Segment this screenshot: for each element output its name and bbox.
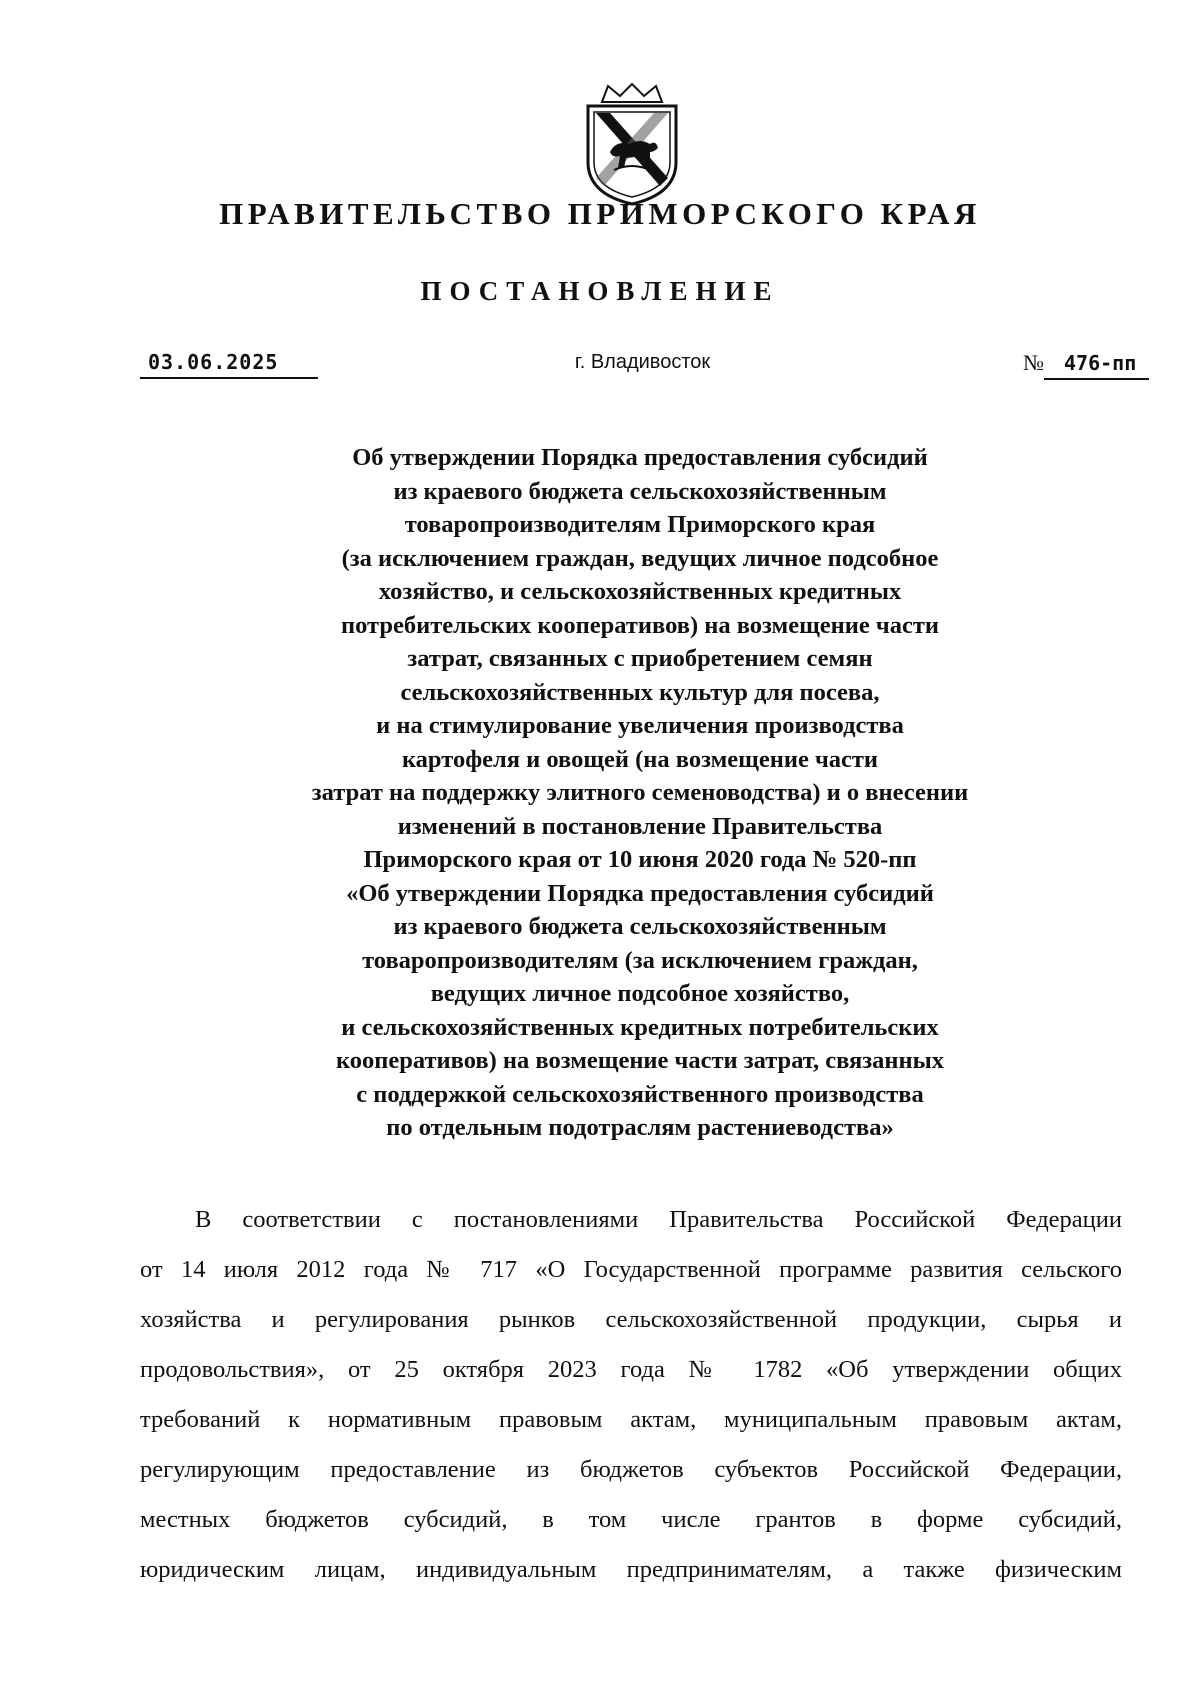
heading-line: товаропроизводителям Приморского края — [404, 511, 876, 538]
number-value: 476-пп — [1044, 351, 1149, 380]
body-line: местных бюджетов субсидий, в том числе грантов в форме субсидий, — [140, 1506, 1122, 1533]
heading-line: по отдельным подотраслям растениеводства» — [386, 1114, 894, 1141]
heading-line: и на стимулирование увеличения производства — [376, 712, 904, 739]
heading-line: затрат на поддержку элитного семеноводства) и о внесении — [311, 779, 969, 806]
document-date: 03.06.2025 — [140, 350, 318, 379]
body-line: В соответствии с постановлениями Правительства Российской Федерации — [195, 1206, 1122, 1233]
government-title: ПРАВИТЕЛЬСТВО ПРИМОРСКОГО КРАЯ — [219, 196, 981, 231]
heading-line: из краевого бюджета сельскохозяйственным — [393, 913, 887, 940]
body-line: хозяйства и регулирования рынков сельскохозяйственной продукции, сырья и — [140, 1306, 1122, 1333]
document-meta-row — [0, 350, 1200, 390]
body-line: требований к нормативным правовым актам, муниципальным правовым актам, — [140, 1406, 1122, 1433]
document-heading — [200, 441, 1080, 1145]
body-line: юридическим лицам, индивидуальным предпринимателям, а также физическим — [140, 1556, 1122, 1583]
document-city: г. Владивосток — [574, 351, 711, 373]
body-line: от 14 июля 2012 года № 717 «О Государственной программе развития сельского — [140, 1256, 1122, 1283]
coat-of-arms-icon — [580, 82, 684, 206]
heading-line: и сельскохозяйственных кредитных потребительских — [341, 1013, 939, 1041]
heading-line: (за исключением граждан, ведущих личное подсобное — [341, 544, 939, 572]
heading-line: затрат, связанных с приобретением семян — [407, 645, 873, 672]
document-type: ПОСТАНОВЛЕНИЕ — [420, 276, 780, 306]
number-sign: № — [1023, 350, 1044, 375]
heading-line: Об утверждении Порядка предоставления субсидий — [352, 444, 928, 471]
heading-line: «Об утверждении Порядка предоставления субсидий — [346, 879, 934, 907]
heading-line: хозяйство, и сельскохозяйственных кредитных — [378, 578, 902, 605]
body-line: продовольствия», от 25 октября 2023 года № 1782 «Об утверждении общих — [140, 1356, 1122, 1383]
heading-line: сельскохозяйственных культур для посева, — [400, 678, 880, 706]
heading-line: изменений в постановление Правительства — [397, 812, 883, 840]
heading-line: товаропроизводителям (за исключением граждан, — [362, 946, 918, 974]
body-line: регулирующим предоставление из бюджетов субъектов Российской Федерации, — [140, 1456, 1122, 1483]
heading-line: картофеля и овощей (на возмещение части — [401, 745, 879, 773]
heading-line: ведущих личное подсобное хозяйство, — [430, 980, 850, 1007]
document-body — [140, 1195, 1122, 1595]
heading-line: кооперативов) на возмещение части затрат, связанных — [336, 1047, 944, 1074]
heading-line: Приморского края от 10 июня 2020 года № 520-пп — [363, 846, 917, 873]
heading-line: из краевого бюджета сельскохозяйственным — [393, 477, 887, 505]
document-number — [1023, 350, 1149, 380]
heading-line: с поддержкой сельскохозяйственного производства — [356, 1080, 924, 1108]
heading-line: потребительских кооперативов) на возмещение части — [341, 611, 939, 639]
